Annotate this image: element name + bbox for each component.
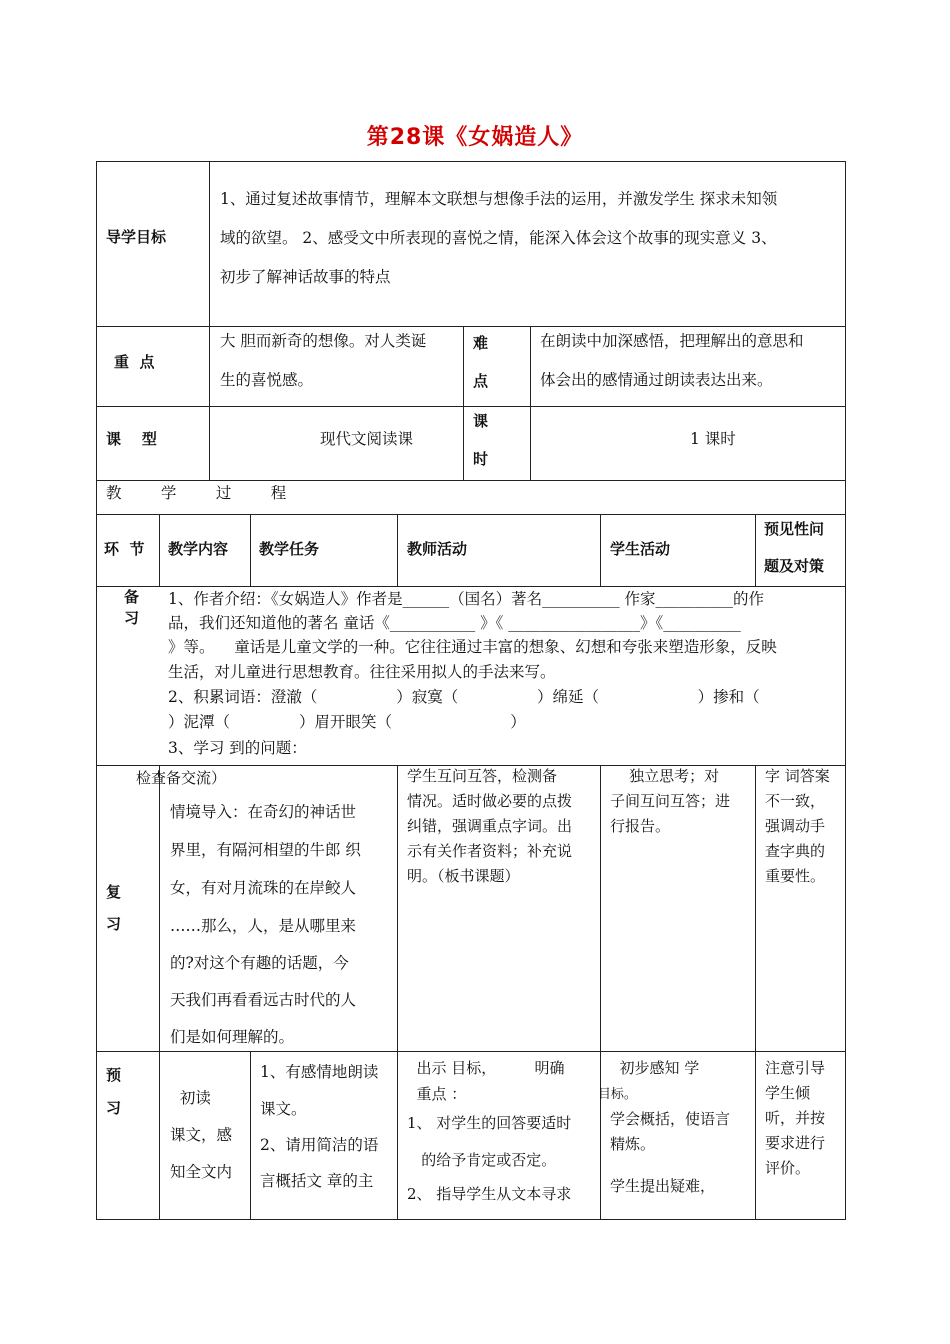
preview-task-line: 2、请用简洁的语	[260, 1136, 379, 1154]
review-strategy-line: 字 词答案	[765, 767, 830, 785]
hours-label: 时	[473, 450, 489, 468]
review-teacher-line: 示有关作者资料；补充说	[407, 842, 573, 860]
focus-line: 大 胆而新奇的想像。对人类诞	[220, 332, 427, 350]
review-teacher-line: 情况。适时做必要的点拨	[407, 792, 573, 810]
prep-line: 品，我们还知道他的著名 童话《___________ 》《 _________________》《__________	[168, 614, 741, 632]
preview-label: 预	[106, 1066, 122, 1084]
review-content-line: 们是如何理解的。	[170, 1028, 295, 1046]
preview-task-line: 课文。	[260, 1100, 307, 1118]
review-strategy-line: 强调动手	[765, 817, 826, 835]
prep-line: 1、作者介绍：《女娲造人》作者是______（国名）著名__________ 作家__________的作	[168, 590, 765, 608]
review-student-line: 子间互问互答；进	[610, 792, 731, 810]
review-strategy-line: 不一致，	[765, 792, 826, 810]
review-strategy-line: 查字典的	[765, 842, 826, 860]
preview-content-line: 知全文内	[170, 1163, 233, 1181]
preview-teacher-line: 重点 ：	[407, 1085, 467, 1103]
review-teacher-line: 明。（板书课题）	[407, 867, 520, 885]
page-title: 第28课《女娲造人》	[366, 125, 584, 150]
prep-line: 3、学习 到的问题：	[168, 739, 307, 757]
review-teacher-line: 学生互问互答，检测备	[407, 767, 558, 785]
prep-line: ）泥潭（ ）眉开眼笑（ ）	[168, 713, 526, 731]
preview-strategy-line: 注意引导	[765, 1059, 826, 1077]
review-content-line: 的?对这个有趣的话题，今	[170, 954, 349, 972]
header-cell: 教学任务	[259, 540, 320, 558]
preview-student-line: 学生提出疑难，	[610, 1177, 716, 1195]
header-cell: 学生活动	[610, 540, 671, 558]
preview-strategy-line: 评价。	[765, 1159, 811, 1177]
header-cell: 环 节	[104, 540, 145, 558]
type-label: 课 型	[106, 430, 157, 448]
review-teacher-line: 纠错，强调重点字词。出	[407, 817, 573, 835]
focus-line: 生的喜悦感。	[220, 371, 314, 389]
difficulty-label: 点	[473, 372, 489, 390]
prep-label: 备	[124, 588, 140, 606]
review-student-line: 行报告。	[610, 817, 671, 835]
goals-line: 初步了解神话故事的特点	[220, 268, 391, 286]
preview-teacher-line: 2、 指导学生从文本寻求	[407, 1185, 572, 1203]
preview-content-line: 课文，感	[170, 1126, 233, 1144]
difficulty-line: 体会出的感情通过朗读表达出来。	[540, 371, 773, 389]
review-label: 习	[106, 915, 122, 933]
goals-line: 域的欲望。 2、感受文中所表现的喜悦之情，能深入体会这个故事的现实意义 3、	[220, 229, 777, 247]
type-value: 现代文阅读课	[320, 430, 414, 448]
preview-task-line: 言概括文 章的主	[260, 1172, 374, 1190]
preview-teacher-line: 1、 对学生的回答要适时	[407, 1114, 572, 1132]
review-overlay: 检查备交流）	[136, 769, 227, 787]
difficulty-line: 在朗读中加深感悟，把理解出的意思和	[540, 332, 804, 350]
preview-task-line: 1、有感情地朗读	[260, 1063, 379, 1081]
review-content-line: 界里，有隔河相望的牛郎 织	[170, 841, 361, 859]
preview-strategy-line: 听，并按	[765, 1109, 826, 1127]
review-content-line: 情境导入：在奇幻的神话世	[170, 803, 357, 821]
hours-label: 课	[473, 412, 489, 430]
prep-line: 》等。 童话是儿童文学的一种。它往往通过丰富的想象、幻想和夸张来塑造形象，反映	[168, 638, 777, 656]
prep-line: 生活，对儿童进行思想教育。往往采用拟人的手法来写。	[168, 663, 556, 681]
preview-content-line: 初读	[170, 1089, 211, 1107]
preview-student-line: 学会概括，使语言	[610, 1110, 731, 1128]
header-cell: 预见性问	[764, 520, 825, 538]
focus-label: 重 点	[114, 353, 155, 371]
review-strategy-line: 重要性。	[765, 867, 826, 885]
review-content-line: 天我们再看看远古时代的人	[170, 991, 357, 1009]
preview-student-line: 目标。	[540, 1087, 637, 1102]
preview-label: 习	[106, 1099, 122, 1117]
difficulty-label: 难	[473, 334, 489, 352]
preview-student-line: 精炼。	[610, 1135, 656, 1153]
prep-line: 2、积累词语：澄澈（ ）寂寞（ ）绵延（ ）掺和（	[168, 688, 760, 706]
prep-label: 习	[124, 609, 140, 627]
review-student-line: 独立思考；对	[610, 767, 720, 785]
goals-label: 导学目标	[106, 228, 167, 246]
preview-strategy-line: 学生倾	[765, 1084, 811, 1102]
header-cell: 教师活动	[407, 540, 468, 558]
review-label: 复	[106, 883, 122, 901]
preview-teacher-line: 出示 目标， 明确	[407, 1059, 565, 1077]
header-cell: 教学内容	[168, 540, 229, 558]
goals-line: 1、通过复述故事情节，理解本文联想与想像手法的运用，并激发学生 探求未知领	[220, 190, 778, 208]
preview-teacher-line: 的给予肯定或否定。	[407, 1151, 557, 1169]
preview-student-line: 初步感知 学	[610, 1059, 700, 1077]
hours-value: 1 课时	[690, 430, 736, 448]
process-label: 教 学 过 程	[106, 484, 287, 502]
preview-strategy-line: 要求进行	[765, 1134, 826, 1152]
review-content-line: 女，有对月流珠的在岸鲛人	[170, 879, 357, 897]
header-cell: 题及对策	[764, 557, 825, 575]
review-content-line: ……那么，人，是从哪里来	[170, 917, 357, 935]
